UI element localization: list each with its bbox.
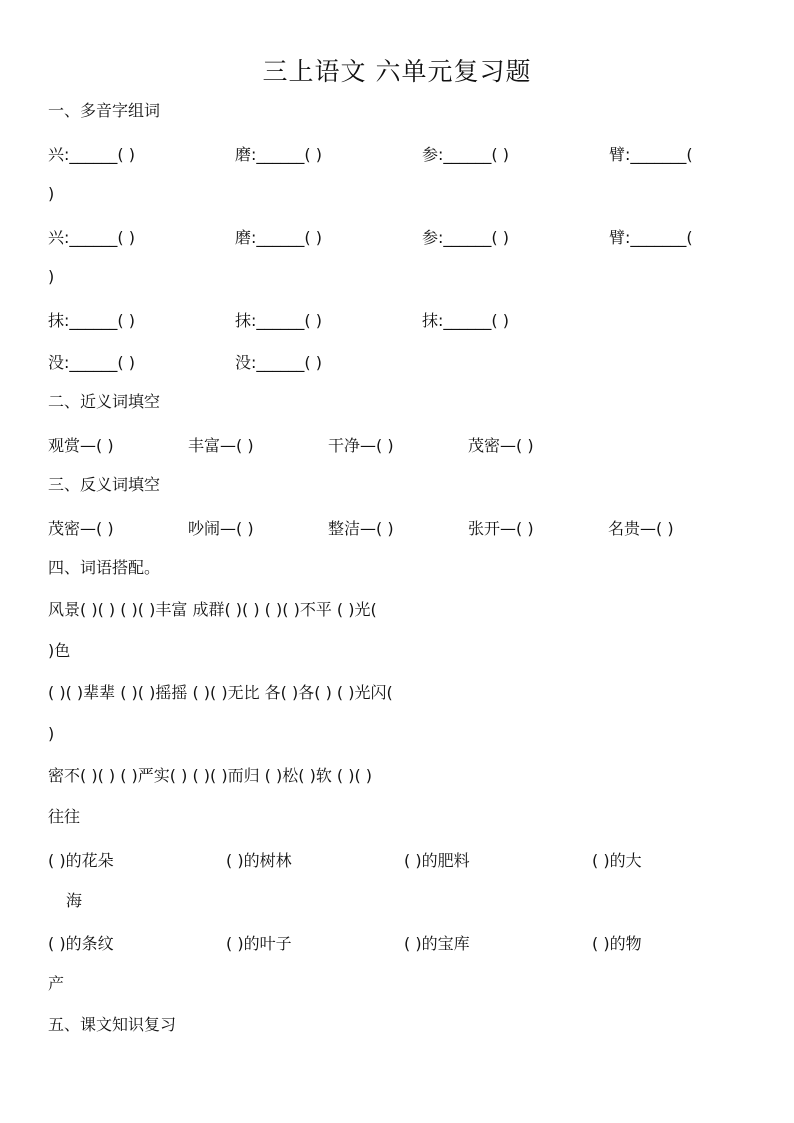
matching-line: 风景( )( ) ( )( )丰富 成群( )( ) ( )( )不平 ( )光( [48, 600, 377, 619]
antonym-item: 名贵—( ) [608, 519, 674, 538]
antonym-item: 茂密—( ) [48, 519, 114, 538]
section-heading-antonyms: 三、反义词填空 [48, 475, 161, 494]
synonym-item: 干净—( ) [328, 436, 394, 455]
polyphone-item: 臂:_______( [609, 228, 693, 247]
phrase-row-2-tail: 产 [48, 974, 65, 993]
phrase-item: ( )的树林 [226, 851, 292, 870]
matching-line: 往往 [48, 807, 81, 826]
polyphone-item: 参:______( ) [422, 228, 509, 247]
antonym-item: 整洁—( ) [328, 519, 394, 538]
polyphone-item: 兴:______( ) [48, 228, 135, 247]
phrase-item: ( )的叶子 [226, 934, 292, 953]
phrase-item: ( )的花朵 [48, 851, 114, 870]
polyphone-item: 抹:______( ) [422, 311, 509, 330]
polyphone-row-1-tail: ) [48, 184, 55, 203]
synonym-item: 观赏—( ) [48, 436, 114, 455]
section-heading-review: 五、课文知识复习 [48, 1015, 177, 1034]
section-heading-matching: 四、词语搭配。 [48, 558, 161, 577]
polyphone-item: 抹:______( ) [235, 311, 322, 330]
section-heading-polyphone: 一、多音字组词 [48, 101, 161, 120]
polyphone-item: 兴:______( ) [48, 145, 135, 164]
phrase-item: ( )的条纹 [48, 934, 114, 953]
phrase-item: ( )的肥料 [404, 851, 470, 870]
page-title: 三上语文 六单元复习题 [262, 57, 532, 86]
synonym-item: 茂密—( ) [468, 436, 534, 455]
polyphone-item: 磨:______( ) [235, 228, 322, 247]
phrase-row-1-tail: 海 [66, 891, 83, 910]
phrase-item: ( )的大 [592, 851, 642, 870]
section-heading-synonyms: 二、近义词填空 [48, 392, 161, 411]
matching-line: ) [48, 724, 55, 743]
polyphone-item: 抹:______( ) [48, 311, 135, 330]
polyphone-item: 没:______( ) [48, 353, 135, 372]
phrase-item: ( )的宝库 [404, 934, 470, 953]
antonym-item: 张开—( ) [468, 519, 534, 538]
polyphone-item: 臂:_______( [609, 145, 693, 164]
synonym-item: 丰富—( ) [188, 436, 254, 455]
antonym-item: 吵闹—( ) [188, 519, 254, 538]
matching-line: 密不( )( ) ( )严实( ) ( )( )而归 ( )松( )软 ( )( ) [48, 766, 373, 785]
polyphone-row-2-tail: ) [48, 267, 55, 286]
polyphone-item: 参:______( ) [422, 145, 509, 164]
matching-line: ( )( )辈辈 ( )( )摇摇 ( )( )无比 各( )各( ) ( )光闪( [48, 683, 393, 702]
polyphone-item: 没:______( ) [235, 353, 322, 372]
phrase-item: ( )的物 [592, 934, 642, 953]
matching-line: )色 [48, 641, 71, 660]
polyphone-item: 磨:______( ) [235, 145, 322, 164]
